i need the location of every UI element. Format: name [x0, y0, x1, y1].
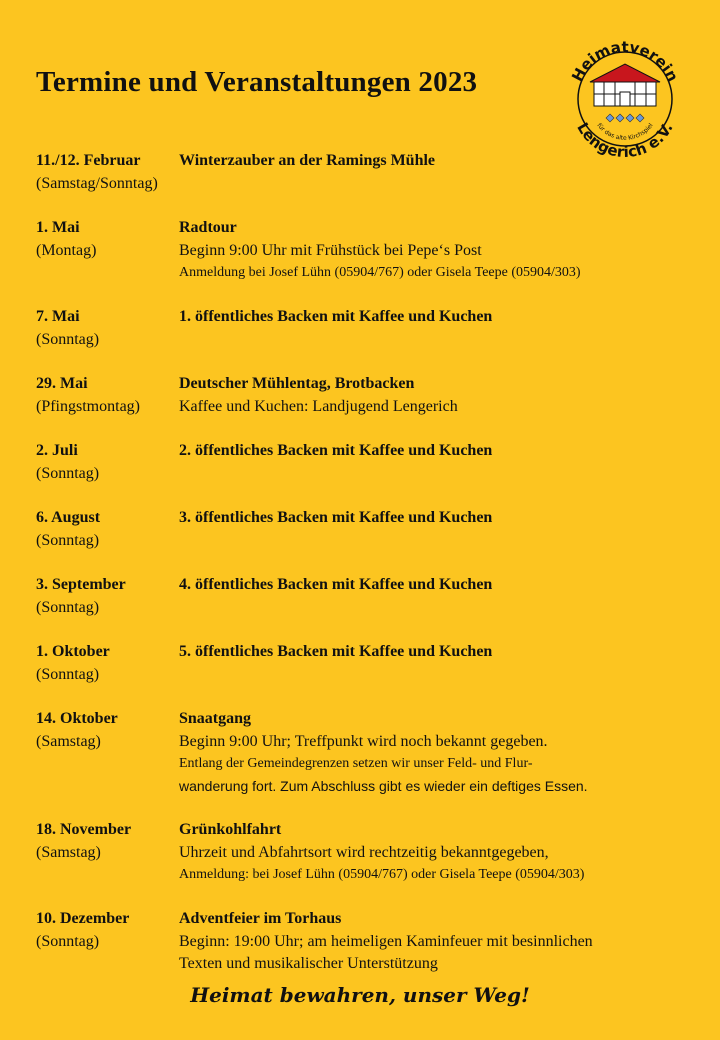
event-date: 2. Juli: [36, 442, 78, 459]
event-item: [36, 908, 706, 976]
event-item: [36, 306, 706, 351]
event-title: Adventfeier im Torhaus: [179, 910, 342, 927]
event-date: 1. Oktober: [36, 643, 110, 660]
logo-inner-text: für das alte Kirchspiel: [595, 122, 655, 142]
event-item: [36, 708, 706, 797]
event-detail-line: Beginn 9:00 Uhr; Treffpunkt wird noch bekannt gegeben.: [179, 732, 548, 750]
event-date: 10. Dezember: [36, 910, 130, 927]
event-title: 5. öffentliches Backen mit Kaffee und Kuchen: [179, 643, 493, 660]
event-date: 14. Oktober: [36, 710, 118, 727]
event-date: 3. September: [36, 576, 126, 593]
event-title: 4. öffentliches Backen mit Kaffee und Kuchen: [179, 576, 493, 593]
event-weekday: (Sonntag): [36, 330, 100, 348]
event-item: [36, 574, 706, 619]
event-detail-line: Anmeldung: bei Josef Lühn (05904/767) oder Gisela Teepe (05904/303): [179, 867, 585, 882]
event-date: 1. Mai: [36, 219, 80, 236]
event-title: Grünkohlfahrt: [179, 821, 282, 838]
event-date: 11./12. Februar: [36, 152, 141, 169]
event-title: Deutscher Mühlentag, Brotbacken: [179, 375, 415, 392]
event-detail-line: Kaffee und Kuchen: Landjugend Lengerich: [179, 397, 458, 415]
event-weekday: (Samstag/Sonntag): [36, 174, 158, 192]
event-weekday: (Pfingstmontag): [36, 397, 140, 415]
event-item: [36, 641, 706, 686]
event-weekday: (Sonntag): [36, 464, 100, 482]
event-item: [36, 217, 706, 284]
event-item: [36, 150, 706, 195]
event-title: Snaatgang: [179, 710, 252, 727]
motto: Heimat bewahren, unser Weg!: [190, 983, 530, 1007]
event-item: [36, 819, 706, 886]
event-date: 6. August: [36, 509, 101, 526]
event-title: 2. öffentliches Backen mit Kaffee und Kuchen: [179, 442, 493, 459]
event-title: Radtour: [179, 219, 237, 236]
event-weekday: (Sonntag): [36, 531, 100, 549]
event-weekday: (Sonntag): [36, 665, 100, 683]
event-weekday: (Sonntag): [36, 932, 100, 950]
event-title: Winterzauber an der Ramings Mühle: [179, 152, 436, 169]
event-item: [36, 373, 706, 418]
event-date: 18. November: [36, 821, 132, 838]
event-list: [36, 150, 706, 998]
event-date: 29. Mai: [36, 375, 88, 392]
event-weekday: (Sonntag): [36, 598, 100, 616]
logo-bottom-text: Lengerich e.V.: [573, 119, 677, 162]
event-detail-line: Beginn 9:00 Uhr mit Frühstück bei Pepe‘s Post: [179, 241, 482, 259]
heimatverein-logo: [560, 34, 690, 164]
event-detail-line: Uhrzeit und Abfahrtsort wird rechtzeitig bekanntgegeben,: [179, 843, 549, 861]
logo-top-text: Heimatverein: [568, 37, 682, 85]
event-title: 3. öffentliches Backen mit Kaffee und Kuchen: [179, 509, 493, 526]
event-weekday: (Montag): [36, 241, 97, 259]
event-item: [36, 440, 706, 485]
event-detail-line: Anmeldung bei Josef Lühn (05904/767) oder Gisela Teepe (05904/303): [179, 265, 581, 280]
page-title: Termine und Veranstaltungen 2023: [36, 66, 478, 98]
event-detail-line: Beginn: 19:00 Uhr; am heimeligen Kaminfeuer mit besinnlichen: [179, 932, 593, 950]
event-title: 1. öffentliches Backen mit Kaffee und Kuchen: [179, 308, 493, 325]
event-item: [36, 507, 706, 552]
event-detail-line: wanderung fort. Zum Abschluss gibt es wieder ein deftiges Essen.: [179, 778, 588, 794]
event-weekday: (Samstag): [36, 732, 101, 750]
event-detail-line: Entlang der Gemeindegrenzen setzen wir unser Feld- und Flur-: [179, 756, 533, 771]
event-date: 7. Mai: [36, 308, 80, 325]
event-detail-line: Texten und musikalischer Unterstützung: [179, 955, 438, 972]
event-weekday: (Samstag): [36, 843, 101, 861]
